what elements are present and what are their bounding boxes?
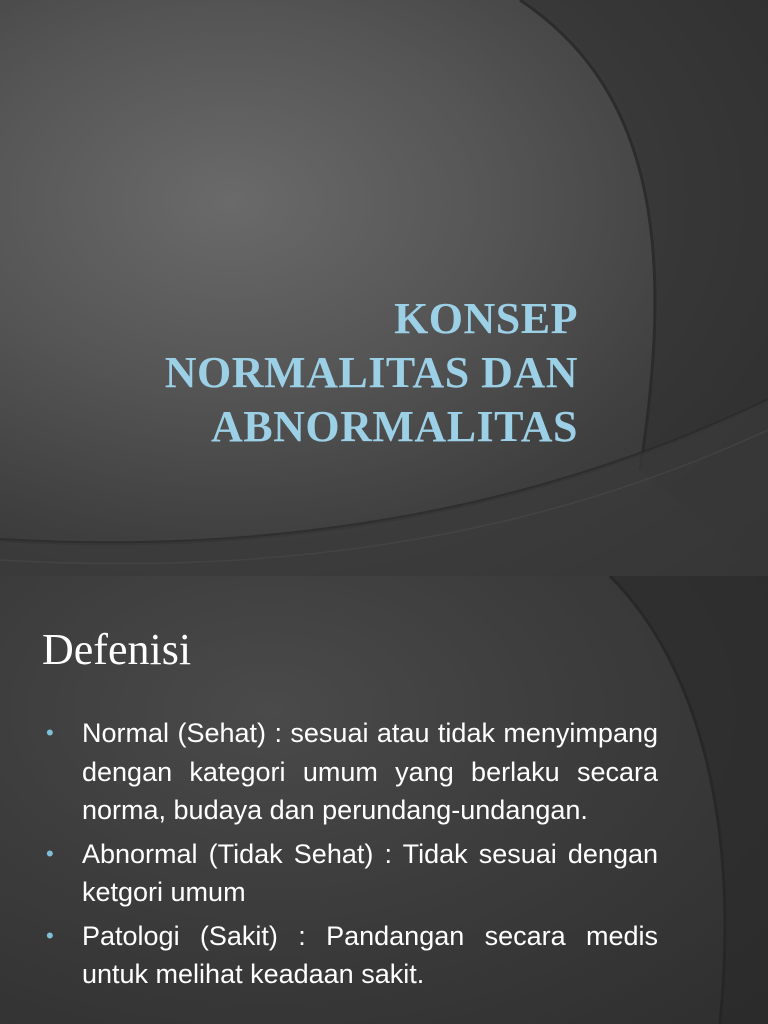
slide-title	[165, 292, 578, 454]
definition-slide	[0, 576, 768, 1024]
bullet-text: Abnormal (Tidak Sehat) : Tidak sesuai dengan ketgori umum	[82, 838, 658, 907]
bullet-text: Normal (Sehat) : sesuai atau tidak menyimpang dengan kategori umum yang berlaku secara norma, budaya dan perundang-undangan.	[82, 718, 658, 825]
bullet-text: Patologi (Sakit) : Pandangan secara medis untuk melihat keadaan sakit.	[82, 920, 658, 989]
list-item	[46, 835, 658, 912]
bullet-icon: •	[46, 922, 54, 948]
bullet-icon: •	[46, 840, 54, 866]
title-line: NORMALITAS DAN	[164, 348, 578, 397]
bullet-icon: •	[46, 720, 54, 745]
bullet-list	[46, 714, 658, 999]
title-line: KONSEP	[394, 294, 578, 343]
title-line: ABNORMALITAS	[210, 402, 578, 451]
slide-heading: Defenisi	[42, 625, 192, 674]
list-item	[46, 917, 658, 994]
list-item	[46, 714, 658, 830]
